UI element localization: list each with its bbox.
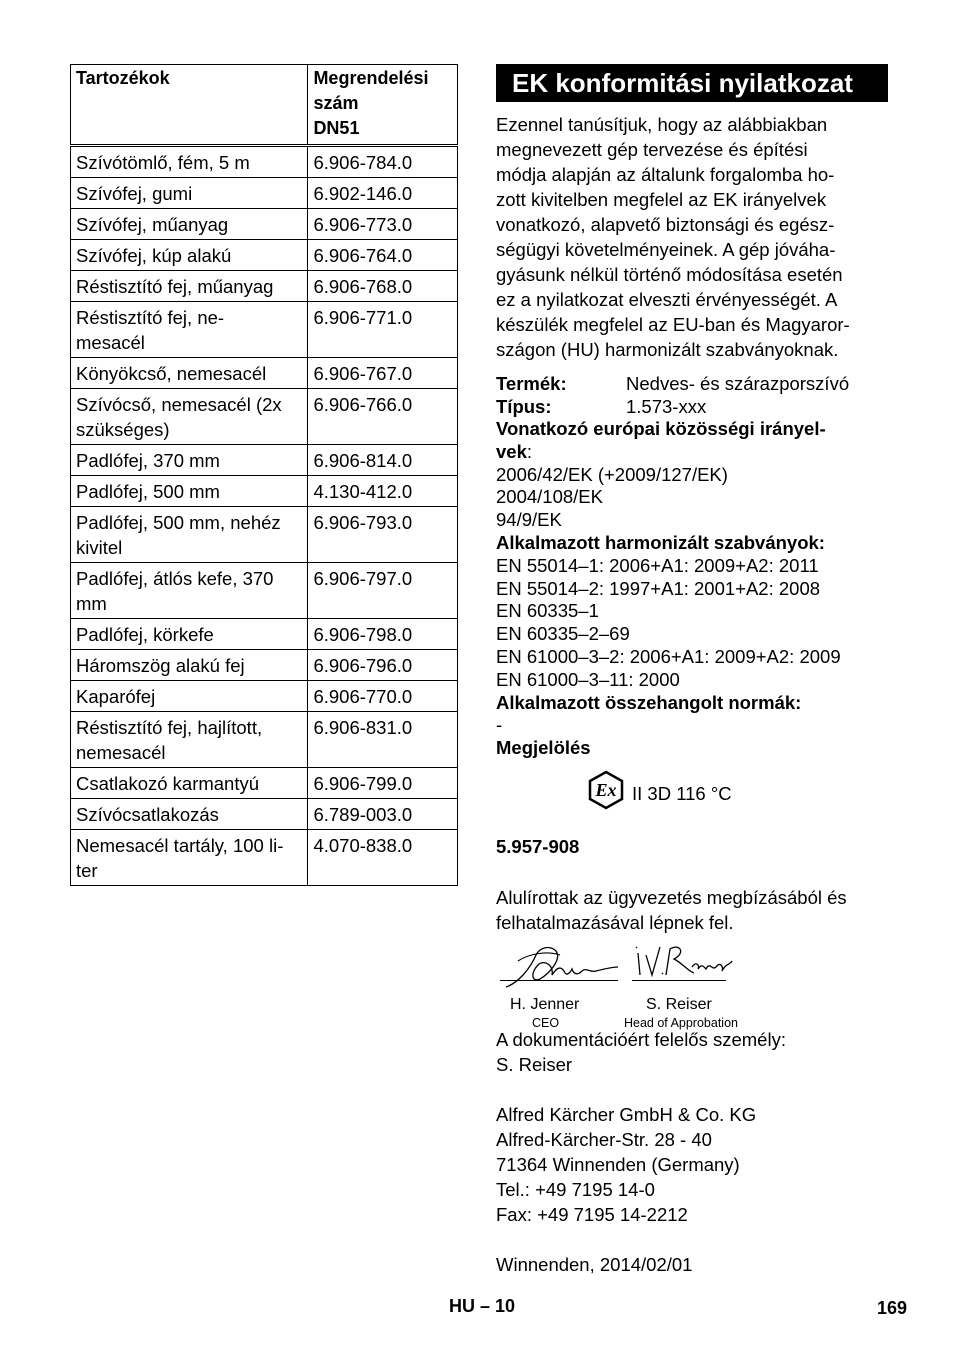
table-row <box>71 302 458 358</box>
table-row <box>71 799 458 830</box>
order-code: 6.906-764.0 <box>308 240 458 271</box>
order-code: 6.906-796.0 <box>308 650 458 681</box>
intro-line: zott kivitelben megfelel az EK irányelvek <box>496 189 827 210</box>
directives-heading: Vonatkozó európai közösségi irányel- <box>496 418 826 439</box>
standard-item: EN 61000–3–11: 2000 <box>496 668 680 690</box>
table-row <box>71 358 458 389</box>
order-code: 4.130-412.0 <box>308 476 458 507</box>
accessory-name-line: mesacél <box>76 332 145 353</box>
signer1-name: H. Jenner <box>510 995 580 1013</box>
order-code: 6.906-814.0 <box>308 445 458 476</box>
accessory-name <box>71 302 308 358</box>
marking <box>496 762 888 814</box>
directives-block <box>496 418 888 760</box>
order-code: 6.789-003.0 <box>308 799 458 830</box>
accessory-name-line: kivitel <box>76 537 123 558</box>
accessories-table <box>70 64 458 886</box>
order-code: 4.070-838.0 <box>308 830 458 886</box>
accessory-name-line: Réstisztító fej, hajlított, <box>76 717 263 738</box>
page-label: HU – 10 <box>449 1296 516 1316</box>
header-order-number-line: szám <box>313 93 359 113</box>
norms-heading: Alkalmazott összehangolt normák: <box>496 691 802 713</box>
declaration-column <box>496 64 888 1277</box>
signature-line <box>500 980 618 981</box>
address-line: Fax: +49 7195 14-2212 <box>496 1203 688 1225</box>
accessory-name-line: mm <box>76 593 107 614</box>
signer1-role: CEO <box>532 1015 560 1030</box>
product-label: Termék: <box>496 373 567 394</box>
marking-heading: Megjelölés <box>496 737 591 759</box>
section-title: EK konformitási nyilatkozat <box>496 64 888 102</box>
product-value: Nedves- és szárazporszívó <box>626 373 850 394</box>
accessory-name <box>71 830 308 886</box>
signers-intro-line: Alulírottak az ügyvezetés megbízásából és <box>496 886 847 908</box>
standard-item: EN 55014–2: 1997+A1: 2001+A2: 2008 <box>496 577 821 599</box>
header-order-number <box>308 65 458 146</box>
accessory-name: Szívócsatlakozás <box>71 799 308 830</box>
declaration-intro <box>496 112 888 362</box>
intro-line: megnevezett gép tervezése és építési <box>496 139 808 160</box>
accessory-name-line: Szívócső, nemesacél (2x <box>76 394 282 415</box>
order-code: 6.906-831.0 <box>308 712 458 768</box>
responsible-name: S. Reiser <box>496 1053 573 1075</box>
accessory-name: Szívófej, kúp alakú <box>71 240 308 271</box>
order-code: 6.906-793.0 <box>308 507 458 563</box>
accessory-name-line: Réstisztító fej, ne- <box>76 307 225 328</box>
page-number: 169 <box>877 1298 908 1318</box>
accessory-name: Könyökcső, nemesacél <box>71 358 308 389</box>
table-row <box>71 209 458 240</box>
accessory-name: Padlófej, körkefe <box>71 619 308 650</box>
order-code: 6.906-767.0 <box>308 358 458 389</box>
standard-item: EN 61000–3–2: 2006+A1: 2009+A2: 2009 <box>496 645 841 667</box>
signers-intro-line: felhatalmazásával lépnek fel. <box>496 911 734 933</box>
directives-heading-cont <box>496 441 888 464</box>
table-row <box>71 619 458 650</box>
table-row <box>71 445 458 476</box>
intro-line: módja alapján az általunk forgalomba ho- <box>496 164 835 185</box>
accessory-name <box>71 507 308 563</box>
ex-hexagon-icon <box>586 770 626 810</box>
standard-item: EN 60335–1 <box>496 600 599 622</box>
address-line: 71364 Winnenden (Germany) <box>496 1153 740 1175</box>
intro-line: ez a nyilatkozat elveszti érvényességét. A <box>496 289 838 310</box>
spacer <box>496 1227 888 1252</box>
norms-value: - <box>496 714 503 736</box>
standard-item: EN 55014–1: 2006+A1: 2009+A2: 2011 <box>496 554 819 576</box>
signature-reiser-icon <box>634 939 734 985</box>
accessory-name: Réstisztító fej, műanyag <box>71 271 308 302</box>
order-code: 6.906-784.0 <box>308 146 458 178</box>
table-row <box>71 240 458 271</box>
header-order-number-line: DN51 <box>313 118 360 138</box>
signature-line <box>632 980 726 981</box>
type-label: Típus: <box>496 396 552 417</box>
order-code: 6.906-797.0 <box>308 563 458 619</box>
accessory-name-line: Padlófej, 500 mm, nehéz <box>76 512 281 533</box>
order-code: 6.906-766.0 <box>308 389 458 445</box>
accessory-name: Szívófej, gumi <box>71 178 308 209</box>
standard-item: EN 60335–2–69 <box>496 623 630 645</box>
responsible-label: A dokumentációért felelős személy: <box>496 1028 786 1050</box>
directives-heading-end: vek <box>496 440 527 462</box>
accessory-name: Kaparófej <box>71 681 308 712</box>
order-code: 6.906-770.0 <box>308 681 458 712</box>
intro-line: szágon (HU) harmonizált szabványoknak. <box>496 339 839 360</box>
address-line: Tel.: +49 7195 14-0 <box>496 1178 655 1200</box>
accessory-name-line: szükséges) <box>76 419 170 440</box>
table-row <box>71 650 458 681</box>
signer2-name: S. Reiser <box>646 995 712 1013</box>
order-code: 6.902-146.0 <box>308 178 458 209</box>
table-row <box>71 389 458 445</box>
intro-line: készülék megfelel az EU-ban és Magyaror- <box>496 314 850 335</box>
address-line: Alfred-Kärcher-Str. 28 - 40 <box>496 1128 712 1150</box>
table-row <box>71 830 458 886</box>
accessory-name-line: Padlófej, átlós kefe, 370 <box>76 568 274 589</box>
place-date: Winnenden, 2014/02/01 <box>496 1253 693 1275</box>
table-row <box>71 476 458 507</box>
signatures <box>496 935 888 1030</box>
header-order-number-line: Megrendelési <box>313 68 429 88</box>
order-code: 6.906-798.0 <box>308 619 458 650</box>
accessory-name: Szívótömlő, fém, 5 m <box>71 146 308 178</box>
order-code: 6.906-768.0 <box>308 271 458 302</box>
table-row <box>71 178 458 209</box>
directive-item: 2004/108/EK <box>496 486 603 508</box>
accessory-name-line: Nemesacél tartály, 100 li- <box>76 835 284 856</box>
directives-colon: : <box>526 440 533 462</box>
standards-heading: Alkalmazott harmonizált szabványok: <box>496 531 825 553</box>
accessory-name: Padlófej, 370 mm <box>71 445 308 476</box>
order-code: 6.906-771.0 <box>308 302 458 358</box>
table-row <box>71 507 458 563</box>
signers-intro <box>496 885 888 935</box>
product-row <box>496 372 888 395</box>
marking-text: II 3D 116 °C <box>632 782 732 804</box>
intro-line: gyásunk nélkül történő módosítása esetén <box>496 264 843 285</box>
accessory-name-line: nemesacél <box>76 742 166 763</box>
accessory-name: Szívófej, műanyag <box>71 209 308 240</box>
table-row <box>71 271 458 302</box>
intro-line: vonatkozó, alapvető biztonsági és egész- <box>496 214 835 235</box>
type-value: 1.573-xxx <box>626 396 707 417</box>
table-row <box>71 681 458 712</box>
company-address <box>496 1102 888 1227</box>
accessory-name: Csatlakozó karmantyú <box>71 768 308 799</box>
order-code: 6.906-773.0 <box>308 209 458 240</box>
table-row <box>71 712 458 768</box>
intro-line: ségügyi követelményeinek. A gép jóváha- <box>496 239 836 260</box>
spacer <box>496 1077 888 1102</box>
document-number: 5.957-908 <box>496 835 580 857</box>
accessory-name-line: ter <box>76 860 98 881</box>
order-code: 6.906-799.0 <box>308 768 458 799</box>
signature-jenner-icon <box>500 943 620 995</box>
header-accessories: Tartozékok <box>71 65 308 146</box>
address-line: Alfred Kärcher GmbH & Co. KG <box>496 1103 757 1125</box>
accessory-name <box>71 563 308 619</box>
table-row <box>71 563 458 619</box>
accessory-name <box>71 712 308 768</box>
intro-line: Ezennel tanúsítjuk, hogy az alábbiakban <box>496 114 828 135</box>
table-row <box>71 146 458 178</box>
accessory-name: Padlófej, 500 mm <box>71 476 308 507</box>
signer2-role: Head of Approbation <box>624 1015 738 1030</box>
product-info <box>496 372 888 418</box>
type-row <box>496 395 888 418</box>
responsible-person <box>496 1027 888 1077</box>
directive-item: 94/9/EK <box>496 509 562 531</box>
svg-text:Ex: Ex <box>595 779 617 800</box>
accessory-name: Háromszög alakú fej <box>71 650 308 681</box>
accessory-name <box>71 389 308 445</box>
table-row <box>71 768 458 799</box>
directive-item: 2006/42/EK (+2009/127/EK) <box>496 463 728 485</box>
table-header-row <box>71 65 458 146</box>
